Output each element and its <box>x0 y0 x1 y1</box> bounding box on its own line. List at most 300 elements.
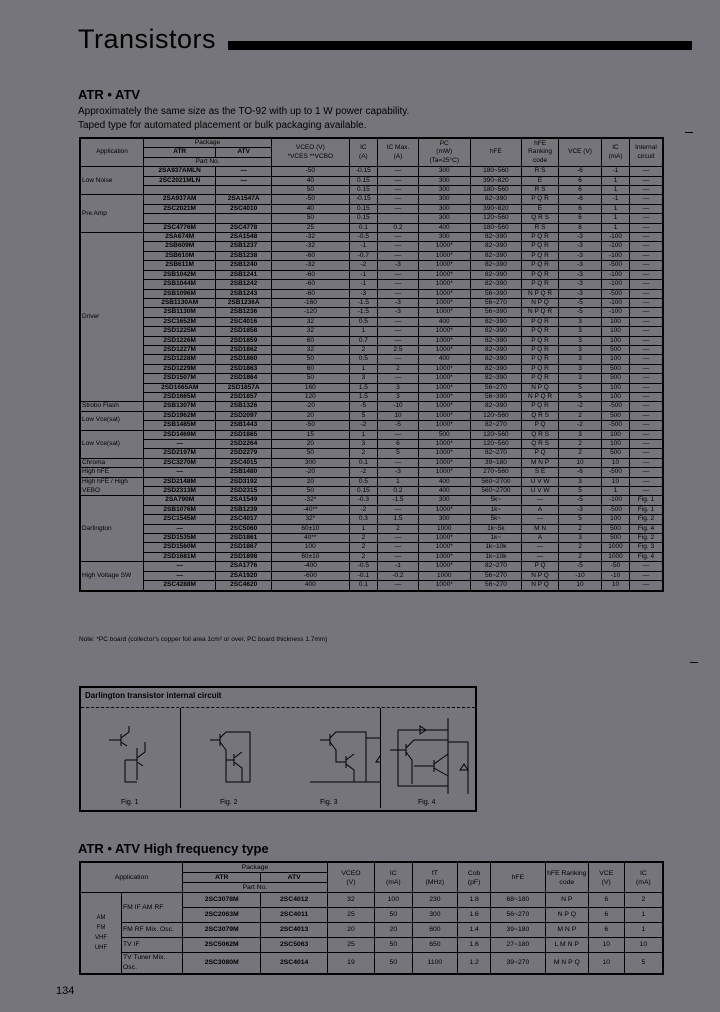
hfe-cell: 5k~ <box>470 496 521 505</box>
ic-cell: 0.5 <box>349 355 378 364</box>
ic-max-cell: — <box>378 233 419 242</box>
ft-cell: 600 <box>412 923 458 938</box>
ic-cell: 0.5 <box>349 317 378 326</box>
table-row <box>80 364 663 373</box>
ic-ma-cell: 100 <box>602 515 630 524</box>
atv-part-cell: 2SB1236A <box>216 298 272 307</box>
ic-ma-cell: 1 <box>602 186 630 195</box>
table-row <box>80 289 663 298</box>
ic-ma-cell: -500 <box>602 505 630 514</box>
atv-part-cell: 2SB1243 <box>216 289 272 298</box>
hfe-rank-cell: N P Q <box>522 383 559 392</box>
ic-cell: -1 <box>349 280 378 289</box>
atr-part-cell: 2SD1225M <box>144 327 216 336</box>
internal-circuit-cell: — <box>630 270 664 279</box>
ic-max-cell: — <box>378 270 419 279</box>
ic-cell: 1.5 <box>349 392 378 401</box>
table-row <box>80 421 663 430</box>
ic-max-cell: 1.5 <box>378 515 419 524</box>
hfe-rank-cell: E <box>522 204 559 213</box>
ic-ma-cell: 100 <box>602 440 630 449</box>
ic-cell: 1 <box>349 364 378 373</box>
internal-circuit-cell: — <box>630 308 664 317</box>
atr-part-cell: 2SD1665AM <box>144 383 216 392</box>
vceo-cell: -32 <box>272 261 350 270</box>
atv-part-cell: 2SC4013 <box>261 923 327 938</box>
pc-cell: 1000* <box>418 458 470 467</box>
ic-cell: 2 <box>349 449 378 458</box>
col-circuit: Internal circuit <box>630 138 664 167</box>
pc-cell: 1000* <box>418 251 470 260</box>
hfe-rank-cell: M N <box>522 524 559 533</box>
pc-cell: 400 <box>418 477 470 486</box>
vceo-cell: 25 <box>272 223 350 232</box>
ic-cell: 0.7 <box>349 336 378 345</box>
col-pc: PC (mW) (Ta=25°C) <box>418 138 470 167</box>
hfe-cell: 56~270 <box>470 571 521 580</box>
hfe-cell: 120~560 <box>470 440 521 449</box>
hfe-cell: 390~820 <box>470 204 521 213</box>
vceo-cell: 32 <box>272 317 350 326</box>
table-row <box>80 355 663 364</box>
hfe-rank-cell: R S <box>522 167 559 176</box>
vce-cell: 5 <box>559 487 602 496</box>
table-row <box>80 186 663 195</box>
internal-circuit-cell: — <box>630 223 664 232</box>
ic-cell: 2 <box>349 543 378 552</box>
table-row <box>80 204 663 213</box>
table-row <box>80 411 663 420</box>
application-cell: Low Noise <box>80 167 144 195</box>
ic-ma-cell: -100 <box>602 298 630 307</box>
ic-max-cell: 5 <box>378 449 419 458</box>
ic-max-cell: 2 <box>378 364 419 373</box>
hfe-rank-cell: N P Q <box>522 581 559 591</box>
ic-max-cell: — <box>378 204 419 213</box>
col-vceo: VCEO (V) *VCES **VCBO <box>272 138 350 167</box>
hfe-rank-cell: P Q R <box>522 251 559 260</box>
ic-cell: -1 <box>349 242 378 251</box>
band-label: UHF <box>94 945 108 951</box>
hfe-rank-cell: N P Q <box>522 298 559 307</box>
atr-part-cell: — <box>144 562 216 571</box>
vce-cell: -3 <box>559 505 602 514</box>
vceo-cell: 20 <box>272 477 350 486</box>
vce-cell: 3 <box>559 355 602 364</box>
atr-part-cell: 2SC5062M <box>183 938 261 953</box>
page-title: Transistors <box>78 24 217 54</box>
vceo-cell: 50 <box>272 214 350 223</box>
pc-cell: 400 <box>418 317 470 326</box>
darlington-schematic-icon <box>180 708 380 796</box>
ic-ma-cell: -500 <box>602 261 630 270</box>
hfe-rank-cell: Q R S <box>522 440 559 449</box>
pc-cell: 1000* <box>418 298 470 307</box>
ft-cell: 1100 <box>412 953 458 975</box>
col-vce: VCE (V) <box>588 862 624 893</box>
ic-max-cell: -3 <box>378 308 419 317</box>
atv-part-cell: 2SD1865 <box>216 430 272 439</box>
ic-max-cell: — <box>378 374 419 383</box>
hfe-rank-cell: P Q R <box>522 242 559 251</box>
hfe-cell: 56~270 <box>470 581 521 591</box>
ic-ma-cell: 10 <box>624 938 663 953</box>
hfe-cell: 68~180 <box>490 893 545 908</box>
hfe-rank-cell: S E <box>522 468 559 477</box>
atv-part-cell: 2SD1867 <box>216 543 272 552</box>
atr-part-cell: 2SC3078M <box>183 893 261 908</box>
atr-part-cell: — <box>144 468 216 477</box>
title-rule <box>228 41 692 50</box>
ic-ma-cell: -100 <box>602 308 630 317</box>
vce-cell: 2 <box>559 440 602 449</box>
hfe-cell: 120~560 <box>470 214 521 223</box>
ic-max-cell: — <box>378 581 419 591</box>
table-row <box>80 402 663 411</box>
pc-cell: 1000* <box>418 449 470 458</box>
pc-cell: 1000* <box>418 261 470 270</box>
hfe-cell: 5k~ <box>470 515 521 524</box>
vceo-cell: -20 <box>272 468 350 477</box>
hfe-cell: 56~270 <box>470 298 521 307</box>
ic-cell: -0.3 <box>349 496 378 505</box>
table-row <box>80 336 663 345</box>
table-row <box>80 571 663 580</box>
atv-part-cell: 2SC4012 <box>261 893 327 908</box>
vceo-cell: -400 <box>272 562 350 571</box>
atv-part-cell: 2SB1238 <box>216 251 272 260</box>
ic-cell: -0.1 <box>349 571 378 580</box>
ic-ma-cell: -500 <box>602 468 630 477</box>
vceo-cell: 400 <box>272 581 350 591</box>
ic-max-cell: 2.5 <box>378 345 419 354</box>
atr-part-cell: 2SD1681M <box>144 552 216 561</box>
internal-circuit-cell: Fig. 2 <box>630 515 664 524</box>
ic-ma-cell: -500 <box>602 402 630 411</box>
table-row <box>80 430 663 439</box>
ic-ma-cell: 1000 <box>602 552 630 561</box>
vce-cell: 2 <box>559 411 602 420</box>
table-row <box>80 458 663 467</box>
internal-circuit-cell: — <box>630 581 664 591</box>
hfe-rank-cell: E <box>522 176 559 185</box>
atv-part-cell: 2SC4010 <box>216 204 272 213</box>
table-row <box>80 487 663 496</box>
pc-cell: 300 <box>418 186 470 195</box>
atr-part-cell: 2SC3079M <box>183 923 261 938</box>
col-ic-max: IC Max. (A) <box>378 138 419 167</box>
hfe-rank-cell: M N P <box>545 923 588 938</box>
atv-part-cell: 2SD1861 <box>216 534 272 543</box>
atv-part-cell: 2SB1237 <box>216 242 272 251</box>
vce-cell: 2 <box>559 449 602 458</box>
ic-max-cell: — <box>378 458 419 467</box>
hfe-cell: 82~270 <box>470 449 521 458</box>
vce-cell: -10 <box>559 571 602 580</box>
internal-circuit-cell: — <box>630 289 664 298</box>
hfe-cell: 1k~ <box>470 534 521 543</box>
atv-part-cell: 2SD1862 <box>216 345 272 354</box>
atr-part-cell: — <box>144 524 216 533</box>
internal-circuit-cell: — <box>630 195 664 204</box>
table-row <box>80 176 663 185</box>
atr-part-cell: 2SA937AM <box>144 195 216 204</box>
ic-max-cell: — <box>378 195 419 204</box>
ic-ma-cell: 1 <box>602 176 630 185</box>
atr-part-cell: 2SA937AMLN <box>144 167 216 176</box>
atv-part-cell: 2SD1898 <box>216 552 272 561</box>
atr-part-cell: 2SD1227M <box>144 345 216 354</box>
vce-cell: -3 <box>559 289 602 298</box>
pc-cell: 300 <box>418 195 470 204</box>
application-cell: Low Vce(sat) <box>80 430 144 458</box>
atv-part-cell: 2SD1858 <box>216 327 272 336</box>
ic-max-cell: — <box>378 430 419 439</box>
ic-cell: 3 <box>349 374 378 383</box>
hfe-rank-cell: Q R S <box>522 411 559 420</box>
vce-cell: -5 <box>559 562 602 571</box>
hfe-cell: 56~390 <box>470 289 521 298</box>
hfe-rank-cell: P Q R <box>522 327 559 336</box>
ic-ma-cell: 1 <box>624 923 663 938</box>
ic-max-cell: — <box>378 534 419 543</box>
vce-cell: 2 <box>559 543 602 552</box>
pc-cell: 400 <box>418 223 470 232</box>
pc-cell: 1000* <box>418 505 470 514</box>
ic-ma-cell: 100 <box>602 383 630 392</box>
atv-part-cell <box>216 214 272 223</box>
hfe-rank-cell: N P <box>545 893 588 908</box>
band-label: AM <box>96 915 106 921</box>
col-rank: hFE Ranking code <box>522 138 559 167</box>
hfe-cell: 120~560 <box>470 430 521 439</box>
ic-cell: -2 <box>349 468 378 477</box>
internal-circuit-cell: — <box>630 317 664 326</box>
ic-max-cell: -3 <box>378 261 419 270</box>
atr-part-cell: 2SD1665M <box>144 392 216 401</box>
hfe-cell: 82~390 <box>470 355 521 364</box>
ic-cell: 50 <box>375 953 413 975</box>
ic-cell: -2 <box>349 421 378 430</box>
ic-ma-cell: 500 <box>602 534 630 543</box>
atv-part-cell: 2SD2097 <box>216 411 272 420</box>
atr-part-cell: 2SC2021M <box>144 204 216 213</box>
ic-cell: -3 <box>349 289 378 298</box>
hfe-cell: 390~820 <box>470 176 521 185</box>
atv-part-cell: 2SD2315 <box>216 487 272 496</box>
pc-cell: 1000* <box>418 364 470 373</box>
internal-circuit-cell: Fig. 3 <box>630 543 664 552</box>
internal-circuit-cell: — <box>630 421 664 430</box>
ic-ma-cell: -500 <box>602 289 630 298</box>
atv-part-cell: 2SA1776 <box>216 562 272 571</box>
hfe-rank-cell: Q R S <box>522 214 559 223</box>
hfe-rank-cell: P Q R <box>522 233 559 242</box>
ic-cell: -0.15 <box>349 195 378 204</box>
ic-max-cell: — <box>378 280 419 289</box>
vceo-cell: 32 <box>272 345 350 354</box>
hfe-cell: 270~560 <box>470 468 521 477</box>
ic-ma-cell: 100 <box>602 430 630 439</box>
hfe-rank-cell: — <box>522 496 559 505</box>
col-hfe: hFE <box>490 862 545 893</box>
hfe-rank-cell: P Q <box>522 421 559 430</box>
ic-cell: 0.15 <box>349 204 378 213</box>
vceo-cell: 120 <box>272 392 350 401</box>
hfe-rank-cell: N P Q R <box>522 308 559 317</box>
section-description: Taped type for automated placement or bulk packaging available. <box>78 120 367 131</box>
hfe-rank-cell: P Q R <box>522 364 559 373</box>
hfe-rank-cell: A <box>522 534 559 543</box>
vceo-cell: 20 <box>272 440 350 449</box>
vceo-cell: -60 <box>272 251 350 260</box>
hfe-rank-cell: N P Q R <box>522 289 559 298</box>
hfe-cell: 180~560 <box>470 186 521 195</box>
pc-cell: 1000* <box>418 411 470 420</box>
table-row <box>80 374 663 383</box>
ic-ma-cell: 500 <box>602 449 630 458</box>
atr-part-cell: — <box>144 440 216 449</box>
circuit-heading: Darlington transistor internal circuit <box>81 688 475 708</box>
col-atr: ATR <box>144 148 216 157</box>
ic-max-cell: -1.5 <box>378 496 419 505</box>
table-row <box>80 392 663 401</box>
ic-max-cell: 10 <box>378 411 419 420</box>
atv-part-cell: 2SD1860 <box>216 355 272 364</box>
internal-circuit-cell: — <box>630 571 664 580</box>
ic-max-cell: — <box>378 336 419 345</box>
col-atr: ATR <box>183 873 261 883</box>
ic-cell: 1 <box>349 524 378 533</box>
application-cell: Pre Amp <box>80 195 144 233</box>
vce-cell: 8 <box>559 223 602 232</box>
hfe-rank-cell: U V W <box>522 477 559 486</box>
frequency-band-cell <box>80 893 122 975</box>
pc-cell: 1000 <box>418 524 470 533</box>
col-vceo: VCEO (V) <box>327 862 374 893</box>
ic-max-cell: -5 <box>378 421 419 430</box>
vce-cell: 10 <box>588 953 624 975</box>
table-row <box>80 552 663 561</box>
internal-circuit-cell: — <box>630 364 664 373</box>
vce-cell: -3 <box>559 280 602 289</box>
ic-cell: -0.15 <box>349 167 378 176</box>
fig2-fig3-diagram <box>180 708 381 808</box>
table-row <box>80 505 663 514</box>
vce-cell: 6 <box>559 214 602 223</box>
vce-cell: 2 <box>559 552 602 561</box>
pc-cell: 400 <box>418 355 470 364</box>
atr-part-cell: 2SD1535M <box>144 534 216 543</box>
pc-cell: 1000* <box>418 552 470 561</box>
pc-cell: 400 <box>418 487 470 496</box>
ic-cell: 50 <box>375 908 413 923</box>
atr-part-cell: 2SB1096M <box>144 289 216 298</box>
vce-cell: 3 <box>559 317 602 326</box>
darlington-schematic-icon <box>81 708 180 796</box>
vceo-cell: 50 <box>272 186 350 195</box>
ic-max-cell: 3 <box>378 392 419 401</box>
ic-cell: 0.3 <box>349 515 378 524</box>
atr-part-cell: 2SB1307M <box>144 402 216 411</box>
atr-part-cell: 2SD1560M <box>144 543 216 552</box>
ic-ma-cell: 1 <box>602 204 630 213</box>
application-cell: Darlington <box>80 496 144 562</box>
hfe-rank-cell: A <box>522 505 559 514</box>
vceo-cell: 100 <box>272 543 350 552</box>
ic-cell: 0.15 <box>349 176 378 185</box>
pc-cell: 1000* <box>418 280 470 289</box>
hfe-rank-cell: P Q R <box>522 280 559 289</box>
cob-cell: 1.6 <box>458 908 491 923</box>
atr-part-cell: 2SB1042M <box>144 270 216 279</box>
vce-cell: 10 <box>559 581 602 591</box>
atr-part-cell: 2SB1130AM <box>144 298 216 307</box>
vce-cell: -2 <box>559 402 602 411</box>
table-row <box>80 298 663 307</box>
pc-cell: 300 <box>418 167 470 176</box>
ic-cell: 3 <box>349 440 378 449</box>
atr-atv-spec-table <box>79 137 664 592</box>
vceo-cell: 50 <box>272 487 350 496</box>
pc-cell: 1000* <box>418 421 470 430</box>
col-vce: VCE (V) <box>559 138 602 167</box>
vce-cell: -6 <box>559 195 602 204</box>
pc-cell: 1000* <box>418 392 470 401</box>
atv-part-cell <box>216 186 272 195</box>
atr-part-cell <box>144 214 216 223</box>
ic-ma-cell: 1 <box>602 214 630 223</box>
hfe-rank-cell: P Q R <box>522 195 559 204</box>
col-ic: IC (mA) <box>375 862 413 893</box>
col-ic-ma: IC (mA) <box>602 138 630 167</box>
vceo-cell: 19 <box>327 953 374 975</box>
col-hfe: hFE <box>470 138 521 167</box>
ic-ma-cell: -1 <box>602 195 630 204</box>
vce-cell: 6 <box>559 176 602 185</box>
table-row <box>80 923 663 938</box>
atv-part-cell: 2SA1547A <box>216 195 272 204</box>
vceo-cell: -50 <box>272 421 350 430</box>
hfe-rank-cell: N P Q R <box>522 392 559 401</box>
hfe-cell: 82~390 <box>470 233 521 242</box>
internal-circuit-cell: — <box>630 449 664 458</box>
ic-max-cell: — <box>378 251 419 260</box>
col-part-no: Part No. <box>144 157 272 166</box>
table-row <box>80 223 663 232</box>
table-row <box>80 581 663 591</box>
ic-ma-cell: -100 <box>602 280 630 289</box>
vce-cell: 6 <box>588 923 624 938</box>
internal-circuit-cell: — <box>630 261 664 270</box>
internal-circuit-cell: — <box>630 355 664 364</box>
hfe-cell: 39~180 <box>470 458 521 467</box>
section-description: Approximately the same size as the TO-92 with up to 1 W power capability. <box>78 106 410 117</box>
hfe-rank-cell: R S <box>522 223 559 232</box>
ic-max-cell: 0.2 <box>378 487 419 496</box>
internal-circuit-cell: — <box>630 280 664 289</box>
atr-part-cell: 2SB610M <box>144 251 216 260</box>
pc-cell: 1000* <box>418 402 470 411</box>
atr-part-cell: 2SC3270M <box>144 458 216 467</box>
vce-cell: -3 <box>559 251 602 260</box>
fig2-label: Fig. 2 <box>220 799 238 806</box>
vceo-cell: 50 <box>272 374 350 383</box>
vceo-cell: 20 <box>272 411 350 420</box>
table-note: Note: *PC board (collector's copper foil area 1cm² or over, PC board thickness 1.7mm) <box>79 636 328 643</box>
internal-circuit-cell: — <box>630 233 664 242</box>
ic-max-cell: 0.2 <box>378 223 419 232</box>
